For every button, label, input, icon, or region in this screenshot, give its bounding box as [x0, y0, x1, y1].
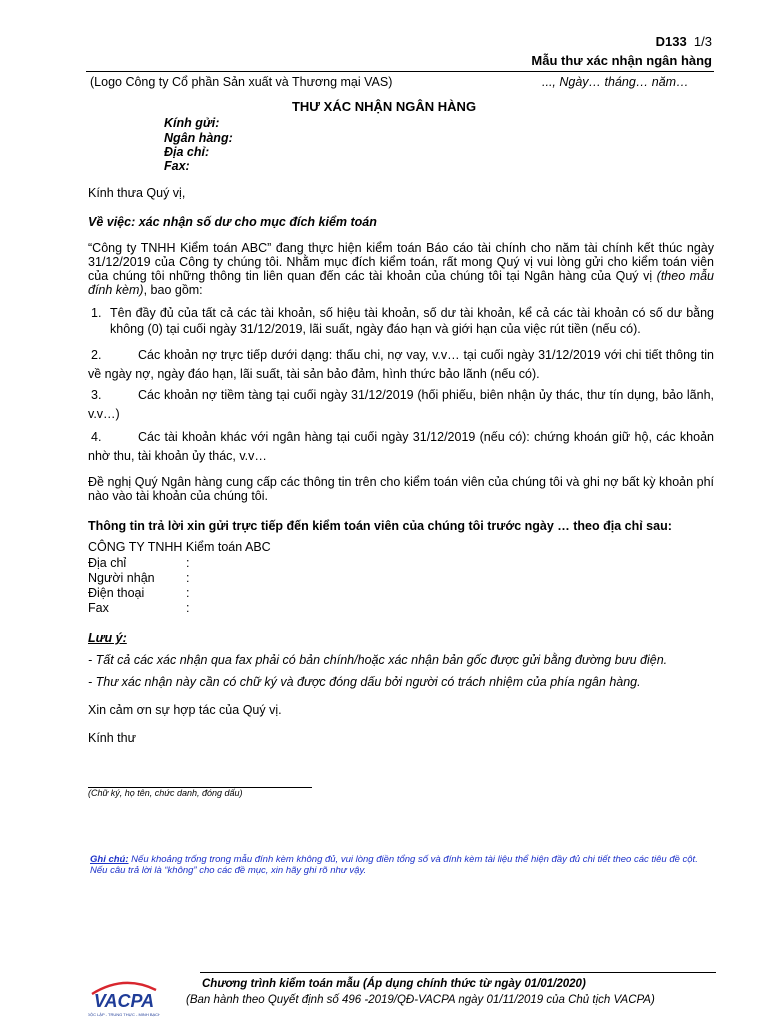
intro-paragraph: “Công ty TNHH Kiểm toán ABC” đang thực hiện kiểm toán Báo cáo tài chính cho năm tài chính kết thúc ngày 31/12/2019 của Công ty chúng tôi. Nhằm mục đích kiểm toán, rất mong Quý vị vui lòng gửi cho kiểm toán viên của chúng tôi những thông tin liên quan đến các tài khoản của chúng tôi tại Ngân hàng của Quý vị (theo mẫu đính kèm), bao gồm:: [88, 241, 715, 297]
request-paragraph: Đề nghị Quý Ngân hàng cung cấp các thông tin trên cho kiểm toán viên của chúng tôi và ghi nợ bất kỳ khoản phí nào vào tài khoản của chúng tôi.: [88, 475, 714, 503]
footnote: Ghi chú: Nếu khoảng trống trong mẫu đính kèm không đủ, vui lòng điền tổng số và đính kèm tài liệu thể hiện đầy đủ chi tiết theo các tiêu đề cột. Nếu câu trả lời là “không” cho các đề mục, xin hãy ghi rõ như vậy.: [90, 854, 698, 876]
logo-placeholder-note: (Logo Công ty Cổ phần Sản xuất và Thương mại VAS): [90, 75, 393, 89]
logo-wordmark: VACPA: [93, 991, 155, 1011]
reply-recipient-label: Người nhận: [88, 571, 155, 585]
reply-recipient-sep: :: [186, 571, 190, 585]
reply-fax-label: Fax: [88, 601, 109, 615]
note-line: - Tất cả các xác nhận qua fax phải có bản chính/hoặc xác nhận bản gốc được gửi bằng đường bưu điện.: [88, 653, 668, 667]
recipient-bank: Ngân hàng:: [164, 131, 233, 145]
salutation: Kính thưa Quý vị,: [88, 186, 186, 200]
reply-company: CÔNG TY TNHH Kiểm toán ABC: [88, 540, 271, 554]
vacpa-logo: [88, 976, 160, 1018]
document-code: D133 1/3: [655, 34, 712, 49]
list-item: 2. Các khoản nợ trực tiếp dưới dạng: thấu chi, nợ vay, v.v… tại cuối ngày 31/12/2019 với chi tiết thông tin về ngày nợ, ngày đáo hạn, lãi suất, tài sản bảo đảm, hình thức bảo lãnh (nếu có).: [88, 348, 714, 381]
recipient-to: Kính gửi:: [164, 116, 220, 130]
reply-address-label: Địa chỉ: [88, 556, 127, 570]
header-rule: [86, 71, 714, 72]
recipient-address: Địa chỉ:: [164, 145, 210, 159]
closing-line: Kính thư: [88, 731, 136, 745]
footer-rule: [200, 972, 716, 973]
logo-tagline: ĐỘC LẬP - TRUNG THỰC - MINH BẠCH: [88, 1012, 160, 1017]
list-item: 1. Tên đầy đủ của tất cả các tài khoản, số hiệu tài khoản, số dư tài khoản, kể cả các tài khoản có số dư bằng không (0) tại cuối ngày 31/12/2019, lãi suất, ngày đáo hạn và giới hạn của việc rút tiền (nếu có).: [91, 306, 714, 336]
list-item: 4. Các tài khoản khác với ngân hàng tại cuối ngày 31/12/2019 (nếu có): chứng khoán giữ hộ, các khoản nhờ thu, tài khoản ủy thác, v.v…: [88, 430, 714, 463]
footer-decision-line: (Ban hành theo Quyết định số 496 -2019/QĐ-VACPA ngày 01/11/2019 của Chủ tịch VACPA): [186, 994, 655, 1006]
subject-line: Về việc: xác nhận số dư cho mục đích kiểm toán: [88, 215, 377, 229]
notes-heading: Lưu ý:: [88, 631, 127, 645]
page-number: 1/3: [693, 34, 712, 49]
footnote-lead: Ghi chú:: [90, 854, 129, 865]
intro-italic: (theo mẫu đính kèm): [88, 269, 715, 297]
reply-heading: Thông tin trả lời xin gửi trực tiếp đến kiểm toán viên của chúng tôi trước ngày … theo địa chỉ sau:: [88, 519, 672, 533]
note-line: - Thư xác nhận này cần có chữ ký và được đóng dấu bởi người có trách nhiệm của phía ngân hàng.: [88, 675, 641, 689]
form-title: Mẫu thư xác nhận ngân hàng: [531, 53, 712, 68]
footer-program-line: Chương trình kiểm toán mẫu (Áp dụng chính thức từ ngày 01/01/2020): [202, 978, 586, 990]
thanks-line: Xin cảm ơn sự hợp tác của Quý vị.: [88, 703, 282, 717]
reply-phone-sep: :: [186, 586, 190, 600]
date-line: ..., Ngày… tháng… năm…: [542, 75, 689, 89]
signature-caption: (Chữ ký, họ tên, chức danh, đóng dấu): [88, 788, 243, 798]
recipient-fax: Fax:: [164, 159, 190, 173]
list-item: 3. Các khoản nợ tiềm tàng tại cuối ngày 31/12/2019 (hối phiếu, biên nhận ủy thác, thư tín dụng, bảo lãnh, v.v…): [88, 388, 714, 421]
reply-phone-label: Điện thoại: [88, 586, 145, 600]
reply-address-sep: :: [186, 556, 190, 570]
letter-title: THƯ XÁC NHẬN NGÂN HÀNG: [291, 99, 477, 114]
reply-fax-sep: :: [186, 601, 190, 615]
